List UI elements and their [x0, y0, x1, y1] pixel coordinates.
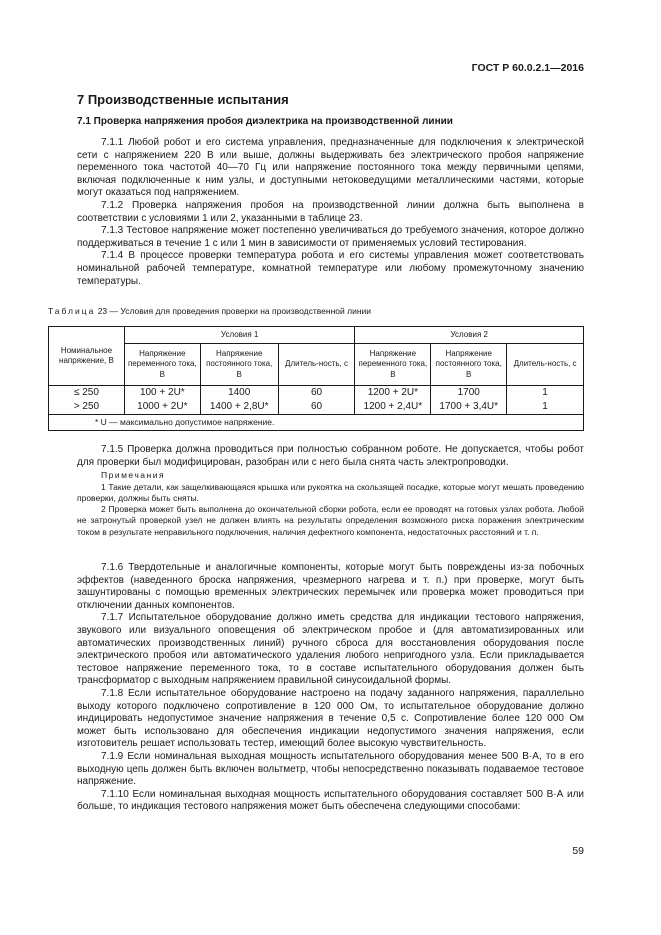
cell-c1-duration: 60 [278, 400, 355, 415]
cell-c1-duration: 60 [278, 386, 355, 401]
section-title: 7 Производственные испытания [77, 92, 289, 107]
header-c2-dc: Напряжение постоянного тока, В [431, 344, 507, 386]
header-nominal-voltage: Номинальное напряжение, В [49, 327, 125, 386]
paragraph-7-1-7: 7.1.7 Испытательное оборудование должно иметь средства для индикации тестового напряжения, звукового или визуального оповещения об электрическом пробое и (для автоматизированных или автоматических производственных линий) ручного сброса для восстановления оборудования после электрического пробоя или автоматического удаления любого непригодного узла. Если прикладывается тестовое напряжение переменного тока, то в составе испытательного оборудования должен быть трансформатор с выходным напряжением правильной синусоидальной формы. [77, 612, 584, 687]
paragraph-7-1-1: 7.1.1 Любой робот и его система управления, предназначенные для подключения к электрической сети с напряжением 220 В или выше, должны выдерживать без электрического пробоя напряжение переменного тока частотой 40—70 Гц или напряжение постоянного тока между первичными цепями, включая подключенные к ним узлы, и доступными нетоковедущими металлическими частями, которые могут оказаться под напряжением. [77, 137, 584, 199]
document-code: ГОСТ Р 60.0.2.1—2016 [471, 62, 584, 74]
table-row [49, 386, 584, 401]
cell-nominal: ≤ 250 [49, 386, 125, 401]
table-footnote: * U — максимально допустимое напряжение. [49, 415, 584, 431]
note-1: 1 Такие детали, как защелкивающаяся крышка или рукоятка на скользящей посадке, которые могут мешать проведению проверки, должны быть сняты. [77, 481, 584, 503]
cell-nominal: > 250 [49, 400, 125, 415]
paragraph-7-1-10: 7.1.10 Если номинальная выходная мощность испытательного оборудования составляет 500 В·А или больше, то индикация тестового напряжения может быть обеспечена следующими способами: [77, 788, 584, 813]
cell-c2-dc: 1700 [431, 386, 507, 401]
header-c2-ac: Напряжение переменного тока, В [355, 344, 431, 386]
header-conditions-2: Условия 2 [355, 327, 584, 344]
cell-c2-duration: 1 [507, 400, 584, 415]
cell-c2-ac: 1200 + 2U* [355, 386, 431, 401]
subsection-title: 7.1 Проверка напряжения пробоя диэлектрика на производственной линии [77, 116, 453, 127]
body-text-middle [77, 444, 584, 538]
cell-c1-ac: 1000 + 2U* [124, 400, 200, 415]
table-row [49, 400, 584, 415]
paragraph-7-1-6: 7.1.6 Твердотельные и аналогичные компоненты, которые могут быть повреждены из-за побочных эффектов (наведенного броска напряжения, чрезмерного нагрева и т. п.) при проверке, могут быть зашунтированы с помощью временных электрических перемычек или проверка может проводиться при отключении данных компонентов. [77, 562, 584, 611]
paragraph-7-1-9: 7.1.9 Если номинальная выходная мощность испытательного оборудования менее 500 В·А, то в его выходную цепь должен быть включен вольтметр, чтобы непосредственно показывать подаваемое тестовое напряжение. [77, 750, 584, 788]
paragraph-7-1-4: 7.1.4 В процессе проверки температура робота и его системы управления может соответствовать номинальной рабочей температуре, комнатной температуре или любому промежуточному значению температуры. [77, 250, 584, 287]
paragraph-7-1-3: 7.1.3 Тестовое напряжение может постепенно увеличиваться до требуемого значения, которое должно поддерживаться в течение 1 с или 1 мин в зависимости от применяемых условий тестирования. [77, 225, 584, 249]
cell-c2-dc: 1700 + 3,4U* [431, 400, 507, 415]
body-text-top [77, 137, 584, 288]
header-c1-duration: Длитель-ность, с [278, 344, 355, 386]
body-text-bottom [77, 562, 584, 814]
cell-c2-duration: 1 [507, 386, 584, 401]
paragraph-7-1-8: 7.1.8 Если испытательное оборудование настроено на подачу заданного напряжения, параллельно выходу которого подключено сопротивление в 120 000 Ом, то испытательное оборудование должно индицировать недопустимое значение напряжения в течение 0,5 с. Сопротивление более 120 000 Ом может быть использовано для обеспечения индикации недопустимого значения напряжения, если изготовитель решает использовать тестер, имеющий более высокую чувствительность. [77, 687, 584, 750]
table-caption-text: 23 — Условия для проведения проверки на производственной линии [95, 306, 372, 316]
paragraph-7-1-5: 7.1.5 Проверка должна проводиться при полностью собранном роботе. Не допускается, чтобы робот для проверки был модифицирован, разобран или с него была снята часть электропроводки. [77, 444, 584, 468]
table-caption-label: Таблица [48, 306, 96, 316]
notes-title: Примечания [101, 470, 166, 481]
header-c1-ac: Напряжение переменного тока, В [124, 344, 200, 386]
page-number: 59 [572, 845, 584, 857]
header-c1-dc: Напряжение постоянного тока, В [200, 344, 278, 386]
cell-c1-dc: 1400 + 2,8U* [200, 400, 278, 415]
paragraph-7-1-2: 7.1.2 Проверка напряжения пробоя на производственной линии должна быть выполнена в соответствии с условиями 1 или 2, указанными в таблице 23. [77, 199, 584, 224]
note-2: 2 Проверка может быть выполнена до окончательной сборки робота, если ее проводят на готовых узлах робота. Любой не затронутый проверкой узел не должен влиять на результаты определения возможного риска поражения электрическим током в результате неправильного подключения, наличия дефектного компонента, недостаточных расстояний и т. п. [77, 504, 584, 537]
conditions-table [48, 326, 584, 431]
cell-c2-ac: 1200 + 2,4U* [355, 400, 431, 415]
header-conditions-1: Условия 1 [124, 327, 355, 344]
table-caption [48, 306, 371, 316]
header-c2-duration: Длитель-ность, с [507, 344, 584, 386]
cell-c1-dc: 1400 [200, 386, 278, 401]
cell-c1-ac: 100 + 2U* [124, 386, 200, 401]
